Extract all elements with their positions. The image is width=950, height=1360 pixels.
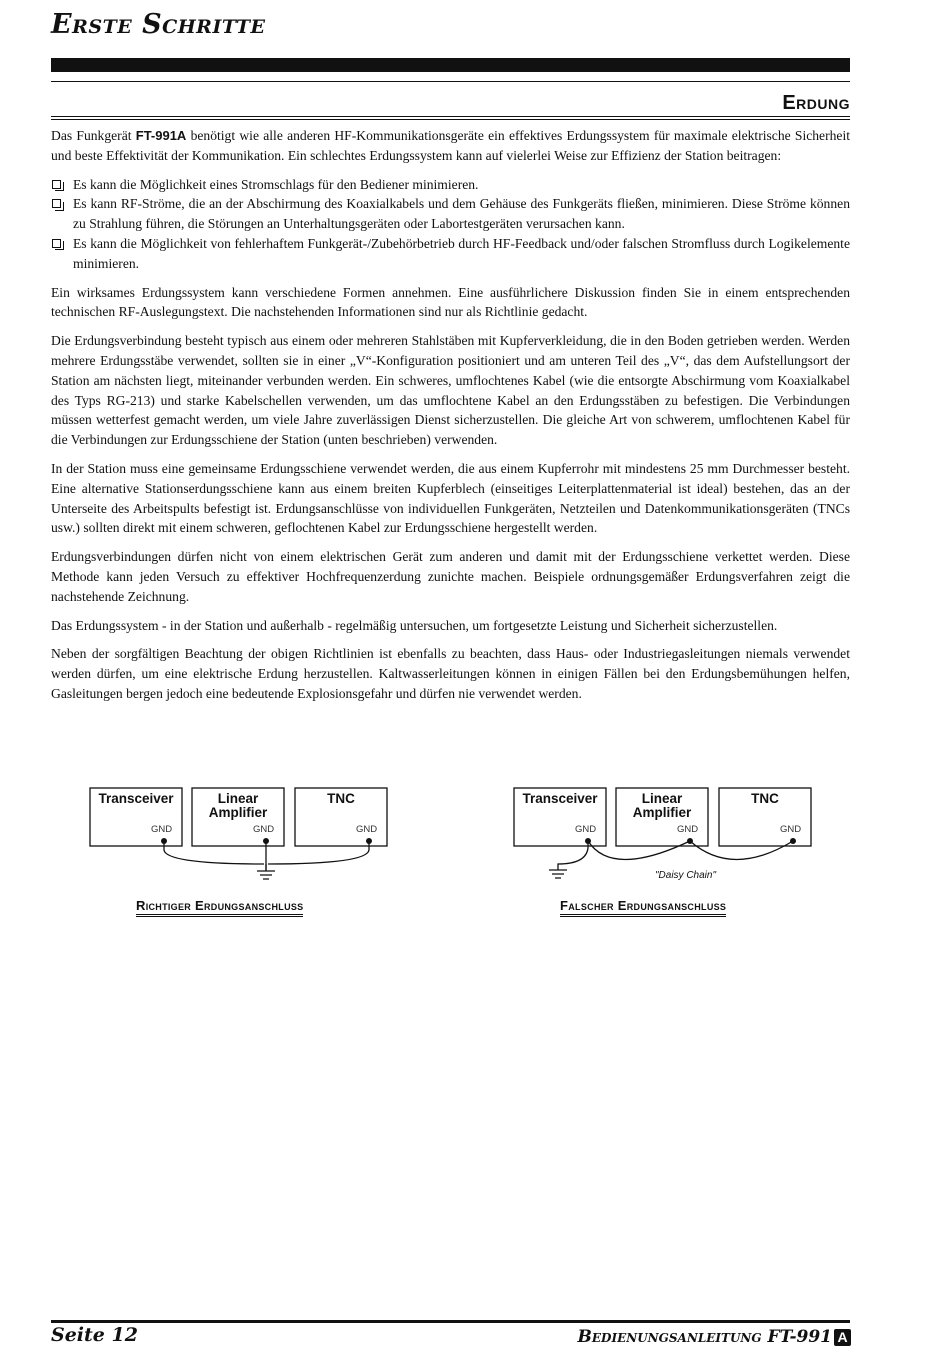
diagram-correct-grounding xyxy=(88,778,418,928)
header-rule-top xyxy=(51,81,850,82)
page-number: Seite 12 xyxy=(51,1324,138,1346)
gnd-label: GND xyxy=(780,824,802,835)
device-label-amplifier: Amplifier xyxy=(632,805,692,820)
checkbox-bullet-icon xyxy=(52,239,61,248)
body-text xyxy=(51,126,850,713)
intro-text-after: benötigt wie alle anderen HF-Kommunikationsgeräte ein effektives Erdungssystem für maximale elektrische Sicherheit und beste Effektivität der Kommunikation. Ein schlechtes Erdungssystem kann auf vielerlei Weise zur Effizienz der Station beitragen: xyxy=(51,128,851,163)
ground-symbol-icon xyxy=(549,870,567,878)
bullet-list xyxy=(51,175,850,274)
gnd-label: GND xyxy=(253,824,275,835)
paragraph: Neben der sorgfältigen Beachtung der obigen Richtlinien ist ebenfalls zu beachten, dass Haus- oder Industriegasleitungen niemals verwendet werden dürfen, um eine elektrische Erdung herzustellen. Kaltwasserleitungen können in einigen Fällen bei den Erdungsbemühungen helfen, Gasleitungen bergen jedoch eine bedeutende Explosionsgefahr und dürfen nie verwendet werden. xyxy=(51,646,850,701)
list-item xyxy=(51,175,850,195)
manual-title: Bedienungsanleitung FT-991 xyxy=(577,1327,832,1347)
daisy-chain-wire-1 xyxy=(588,841,690,860)
diagram-wrong-grounding xyxy=(512,778,842,928)
checkbox-bullet-icon xyxy=(52,180,61,189)
paragraph: Die Erdungsverbindung besteht typisch aus einem oder mehreren Stahlstäben mit Kupferverkleidung, die in den Boden getrieben werden. Werden mehrere Erdungsstäbe verwendet, sollten sie in einer „V“-Konfiguration positioniert und am unteren Teil des „V“, das dem Aufstellungsort der Station am nächsten liegt, miteinander verbunden werden. Ein schweres, umflochtenes Kabel (wie die entsorgte Abschirmung vom Koaxialkabel des Typs RG-213) und starke Kabelschellen verwenden, um das umflochtene Kabel an den Erdungsstäben zu befestigen. Die Verbindungen müssen wetterfest gemacht werden, um viele Jahre zuverlässigen Dienst sicherzustellen. Die gleiche Art von schwerem, umflochtenen Kabel für die Verbindungen zur Erdungsschiene der Station (unten beschrieben) verwenden. xyxy=(51,333,850,448)
chapter-title: Erste Schritte xyxy=(51,9,266,40)
device-label-linear: Linear xyxy=(641,791,683,806)
paragraph: Ein wirksames Erdungssystem kann verschiedene Formen annehmen. Eine ausführlichere Diskussion finden Sie in einem entsprechenden technischen RF-Auslegungstext. Die nachstehenden Informationen sind nur als Richtlinie gedacht. xyxy=(51,284,850,320)
gnd-label: GND xyxy=(151,824,173,835)
device-label-transceiver: Transceiver xyxy=(98,791,174,806)
device-label-amplifier: Amplifier xyxy=(208,805,268,820)
model-badge: A xyxy=(834,1329,851,1346)
section-rule-2 xyxy=(51,119,850,120)
caption-wrong: Falscher Erdungsanschluss xyxy=(560,898,726,917)
device-label-tnc: TNC xyxy=(327,791,355,806)
ground-wire-transceiver xyxy=(164,841,264,864)
bullet-text: Es kann RF-Ströme, die an der Abschirmung des Koaxialkabels und dem Gehäuse des Funkgeräts fließen, minimieren. Diese Ströme können zu Strahlung führen, die Störungen an Unterhaltungsgeräten oder Labortestgeräten verursachen kann. xyxy=(73,196,850,232)
bullet-text: Es kann die Möglichkeit eines Stromschlags für den Bediener minimieren. xyxy=(73,176,479,192)
model-name: FT-991A xyxy=(135,128,187,143)
list-item xyxy=(51,234,850,274)
intro-paragraph xyxy=(51,126,850,166)
gnd-label: GND xyxy=(356,824,378,835)
paragraph: Das Erdungssystem - in der Station und außerhalb - regelmäßig untersuchen, um fortgesetzte Leistung und Sicherheit sicherzustellen. xyxy=(51,617,778,633)
device-label-transceiver: Transceiver xyxy=(522,791,598,806)
checkbox-bullet-icon xyxy=(52,199,61,208)
section-title: Erdung xyxy=(782,92,850,114)
device-label-linear: Linear xyxy=(217,791,259,806)
list-item xyxy=(51,194,850,234)
bullet-text: Es kann die Möglichkeit von fehlerhaftem Funkgerät-/Zubehörbetrieb durch HF-Feedback und/oder falschen Stromfluss durch Logikelemente minimieren. xyxy=(73,235,850,271)
device-label-tnc: TNC xyxy=(751,791,779,806)
footer-bar xyxy=(51,1320,850,1323)
gnd-label: GND xyxy=(677,824,699,835)
ground-wire-tnc xyxy=(268,841,369,864)
gnd-label: GND xyxy=(575,824,597,835)
chapter-bar xyxy=(51,58,850,72)
caption-correct: Richtiger Erdungsanschluss xyxy=(136,898,303,917)
section-rule-1 xyxy=(51,116,850,117)
ground-symbol-icon xyxy=(257,871,275,879)
intro-text-before: Das Funkgerät xyxy=(51,128,136,143)
paragraph: Erdungsverbindungen dürfen nicht von einem elektrischen Gerät zum anderen und damit mit der Erdungsschiene verkettet werden. Diese Methode kann jeden Versuch zu effektiver Hochfrequenzerdung zunichte machen. Beispiele ordnungsgemäßer Erdungsverfahren zeigt die nachstehende Zeichnung. xyxy=(51,549,850,604)
daisy-chain-wire-2 xyxy=(690,841,793,860)
daisy-chain-label: "Daisy Chain" xyxy=(655,870,717,881)
paragraph: In der Station muss eine gemeinsame Erdungsschiene verwendet werden, die aus einem Kupferrohr mit mindestens 25 mm Durchmesser besteht. Eine alternative Stationserdungsschiene kann aus einem breiten Kupferblech (einseitiges Leiterplattenmaterial ist ideal) bestehen, das an der Unterseite des Arbeitspults befestigt ist. Erdungsanschlüsse von individuellen Funkgeräten, Netzteilen und Datenkommunikationsgeräten (TNCs usw.) sollten direkt mit einem schweren, geflochtenen Kabel zur Erdungsschiene hergestellt werden. xyxy=(51,460,850,536)
ground-wire-transceiver xyxy=(558,841,588,870)
